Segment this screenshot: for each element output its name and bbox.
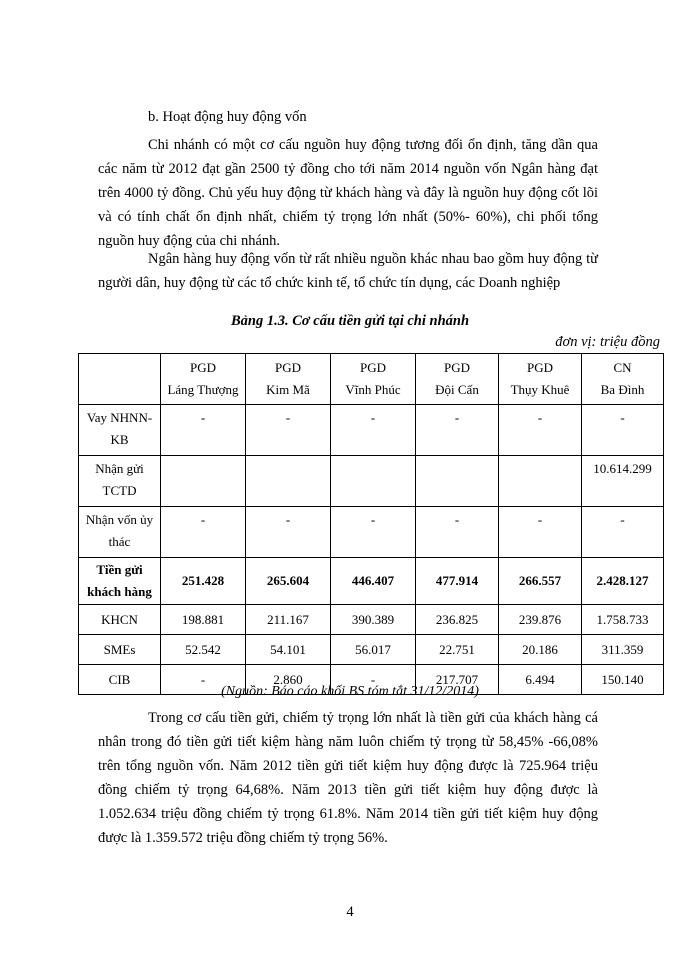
table-cell: 446.407 <box>331 558 416 605</box>
header-cell: PGD Đội Cấn <box>416 354 499 405</box>
table-cell: - <box>582 507 664 558</box>
table-cell: 251.428 <box>161 558 246 605</box>
table-row <box>79 405 664 456</box>
header-cell: PGD Kim Mã <box>246 354 331 405</box>
paragraph-analysis <box>98 706 598 850</box>
table-cell: 236.825 <box>416 605 499 635</box>
row-label: KHCN <box>79 605 161 635</box>
table-cell: 390.389 <box>331 605 416 635</box>
row-label: Nhận gửi TCTD <box>79 456 161 507</box>
row-label: Tiền gửi khách hàng <box>79 558 161 605</box>
paragraph-intro <box>98 133 598 253</box>
table-cell: - <box>331 507 416 558</box>
table-cell: 239.876 <box>499 605 582 635</box>
table-row <box>79 456 664 507</box>
table-source-note: (Nguồn: Báo cáo khối BS tóm tắt 31/12/2014) <box>221 684 479 699</box>
table-cell: - <box>499 507 582 558</box>
header-cell: PGD Thụy Khuê <box>499 354 582 405</box>
table-cell <box>416 456 499 507</box>
table-unit: đơn vị: triệu đồng <box>555 334 660 350</box>
table-cell: - <box>331 405 416 456</box>
header-cell: PGD Láng Thượng <box>161 354 246 405</box>
table-caption: Bảng 1.3. Cơ cấu tiền gửi tại chi nhánh <box>230 313 470 329</box>
table-cell: - <box>161 665 246 695</box>
table-cell: 2.860 <box>246 665 331 695</box>
table-header-row <box>79 354 664 405</box>
table-cell: 10.614.299 <box>582 456 664 507</box>
page-number: 4 <box>346 904 354 920</box>
table-row-total <box>79 558 664 605</box>
row-label: Vay NHNN- KB <box>79 405 161 456</box>
table-cell <box>246 456 331 507</box>
table-cell: 477.914 <box>416 558 499 605</box>
table-cell: 1.758.733 <box>582 605 664 635</box>
deposit-structure-table <box>78 353 664 695</box>
table-cell: - <box>416 405 499 456</box>
table-cell: - <box>161 507 246 558</box>
table-cell: - <box>582 405 664 456</box>
table-cell <box>161 456 246 507</box>
table-cell: - <box>246 507 331 558</box>
table-cell: 54.101 <box>246 635 331 665</box>
paragraph-sources-text: Ngân hàng huy động vốn từ rất nhiều nguồn khác nhau bao gồm huy động từ người dân, huy động từ các tổ chức kinh tế, tổ chức tín dụng, các Doanh nghiệp <box>98 251 598 291</box>
header-corner <box>79 354 161 405</box>
table-cell: 2.428.127 <box>582 558 664 605</box>
row-label: Nhận vốn ủy thác <box>79 507 161 558</box>
table-cell: 52.542 <box>161 635 246 665</box>
table-cell: 20.186 <box>499 635 582 665</box>
row-label: CIB <box>79 665 161 695</box>
table-cell: 311.359 <box>582 635 664 665</box>
table-cell: 266.557 <box>499 558 582 605</box>
table-cell: 6.494 <box>499 665 582 695</box>
table-row <box>79 605 664 635</box>
table-cell <box>499 456 582 507</box>
table-cell: - <box>246 405 331 456</box>
section-heading: b. Hoạt động huy động vốn <box>148 109 307 125</box>
table-cell: 211.167 <box>246 605 331 635</box>
row-label: SMEs <box>79 635 161 665</box>
table-cell: - <box>416 507 499 558</box>
table-cell: 198.881 <box>161 605 246 635</box>
table-cell: 265.604 <box>246 558 331 605</box>
paragraph-intro-text: Chi nhánh có một cơ cấu nguồn huy động tương đối ổn định, tăng dần qua các năm từ 2012 đạt gần 2500 tỷ đồng cho tới năm 2014 nguồn vốn Ngân hàng đạt trên 4000 tỷ đồng. Chủ yếu huy động từ khách hàng và đây là nguồn huy động cốt lõi và có tính chất ổn định nhất, chiếm tỷ trọng lớn nhất (50%- 60%), chi phối tổng nguồn huy động của chi nhánh. <box>98 137 598 249</box>
table-row <box>79 507 664 558</box>
table-cell: 22.751 <box>416 635 499 665</box>
table-cell: - <box>499 405 582 456</box>
table-cell: - <box>161 405 246 456</box>
table-row <box>79 635 664 665</box>
table-cell: - <box>331 665 416 695</box>
table-cell: 56.017 <box>331 635 416 665</box>
paragraph-sources <box>98 247 598 295</box>
table-cell: 217.707 <box>416 665 499 695</box>
header-cell: CN Ba Đình <box>582 354 664 405</box>
header-cell: PGD Vĩnh Phúc <box>331 354 416 405</box>
table-cell: 150.140 <box>582 665 664 695</box>
paragraph-analysis-text: Trong cơ cấu tiền gửi, chiếm tỷ trọng lớn nhất là tiền gửi của khách hàng cá nhân trong đó tiền gửi tiết kiệm hàng năm luôn chiếm tỷ trọng từ 58,45% -66,08% trên tổng nguồn vốn. Năm 2012 tiền gửi tiết kiệm huy động được là 725.964 triệu đồng chiếm tỷ trọng 64,68%. Năm 2013 tiền gửi tiết kiệm huy động được là 1.052.634 triệu đồng chiếm tỷ trọng 61.8%. Năm 2014 tiền gửi tiết kiệm huy động được là 1.359.572 triệu đồng chiếm tỷ trọng 56%. <box>98 710 598 846</box>
table-cell <box>331 456 416 507</box>
